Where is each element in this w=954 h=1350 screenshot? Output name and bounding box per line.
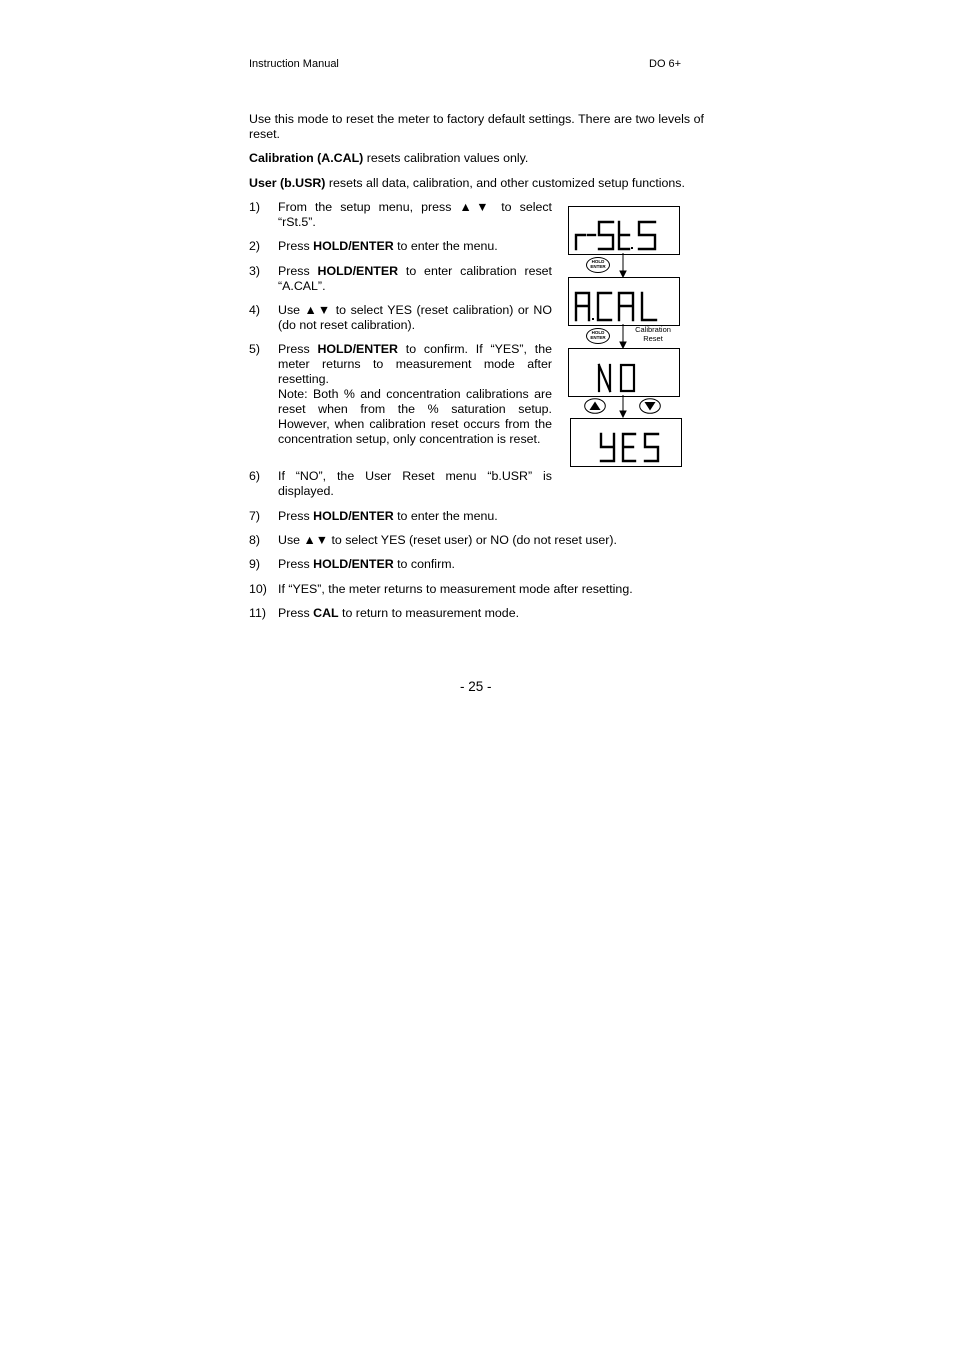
user-text: resets all data, calibration, and other customized setup functions. (325, 176, 685, 190)
step-8-text: Use ▲▼ to select YES (reset user) or NO (do not reset user). (278, 533, 617, 547)
step-3-line2: “A.CAL”. (278, 279, 326, 293)
calibration-text: resets calibration values only. (363, 151, 529, 165)
step-5-note: Note: Both % and concentration calibrations are reset when from the % saturation setup. However, when calibration reset occurs from the concentration setup, only concentration is reset. (278, 387, 552, 446)
step-number: 1) (249, 200, 261, 214)
calibration-definition (249, 151, 709, 166)
step-number: 5) (249, 342, 261, 356)
step-number: 6) (249, 469, 261, 483)
hold-label: HOLD (591, 330, 605, 335)
step-7-pre: Press (278, 509, 314, 523)
step-3-line1 (278, 264, 552, 279)
step-number: 3) (249, 264, 261, 278)
step-1-text (278, 200, 552, 230)
hold-enter-key: HOLD/ENTER (313, 557, 394, 571)
step-11-pre: Press (278, 606, 314, 620)
step-number: 9) (249, 557, 261, 571)
up-arrow-button (584, 398, 606, 414)
user-definition (249, 176, 719, 191)
down-triangle-icon (639, 398, 661, 414)
calibration-label: Calibration (635, 325, 671, 334)
calibration-reset-label (634, 325, 672, 343)
hold-enter-key: HOLD/ENTER (317, 342, 399, 356)
step-9-text (278, 557, 455, 572)
step-6-text: If “NO”, the User Reset menu “b.USR” is displayed. (278, 469, 552, 498)
hold-enter-button (586, 328, 610, 344)
lcd-display-yes (570, 418, 682, 467)
step-2-text (278, 239, 498, 254)
step-3-pre: Press (278, 264, 318, 278)
step-9-pre: Press (278, 557, 314, 571)
lcd-yes-graphic (571, 419, 681, 466)
step-11-text (278, 606, 519, 621)
enter-label: ENTER (590, 335, 606, 340)
step-7-post: to enter the menu. (393, 509, 498, 523)
step-number: 11) (249, 606, 266, 620)
step-1-line2: “rSt.5”. (278, 215, 316, 229)
step-2-post: to enter the menu. (393, 239, 498, 253)
lcd-rst5-graphic (569, 207, 679, 254)
step-5-text (278, 342, 552, 447)
step-4-text (278, 303, 552, 333)
step-5-main (278, 342, 552, 387)
step-4-line2: (do not reset calibration). (278, 318, 416, 332)
step-9-post: to confirm. (393, 557, 455, 571)
step-number: 7) (249, 509, 261, 523)
step-number: 4) (249, 303, 261, 317)
step-number: 10) (249, 582, 267, 596)
header-right: DO 6+ (649, 58, 682, 70)
reset-label: Reset (643, 334, 663, 343)
down-arrow-button (639, 398, 661, 414)
user-term: User (b.USR) (249, 176, 326, 190)
header-left: Instruction Manual (249, 58, 339, 70)
up-triangle-icon (584, 398, 606, 414)
step-1-line1: From the setup menu, press ▲▼ to select (278, 200, 552, 214)
page-number: - 25 - (460, 679, 492, 694)
enter-label: ENTER (590, 264, 606, 269)
step-3-text (278, 264, 552, 294)
flow-arrows (616, 253, 630, 419)
lcd-display-rst5 (568, 206, 680, 255)
hold-label: HOLD (591, 259, 605, 264)
step-3-post: to enter calibration reset (398, 264, 552, 278)
arrow-head-icon (620, 271, 626, 277)
hold-enter-key: HOLD/ENTER (313, 239, 394, 253)
step-7-text (278, 509, 498, 524)
step-2-pre: Press (278, 239, 314, 253)
hold-enter-key: HOLD/ENTER (317, 264, 399, 278)
step-5-pre: Press (278, 342, 318, 356)
step-number: 8) (249, 533, 261, 547)
step-11-post: to return to measurement mode. (338, 606, 520, 620)
step-4-line1: Use ▲▼ to select YES (reset calibration) or NO (278, 303, 552, 317)
hold-enter-key: HOLD/ENTER (313, 509, 394, 523)
cal-key: CAL (313, 606, 339, 620)
step-number: 2) (249, 239, 261, 253)
step-5-post: to confirm. If “YES”, the meter returns to measurement mode after resetting. (278, 342, 552, 386)
arrow-head-icon (620, 342, 626, 348)
arrow-head-icon (620, 411, 626, 417)
intro-paragraph: Use this mode to reset the meter to factory default settings. There are two levels of reset. (249, 112, 704, 141)
step-10-text: If “YES”, the meter returns to measurement mode after resetting. (278, 582, 633, 596)
hold-enter-button (586, 257, 610, 273)
calibration-term: Calibration (A.CAL) (249, 151, 364, 165)
